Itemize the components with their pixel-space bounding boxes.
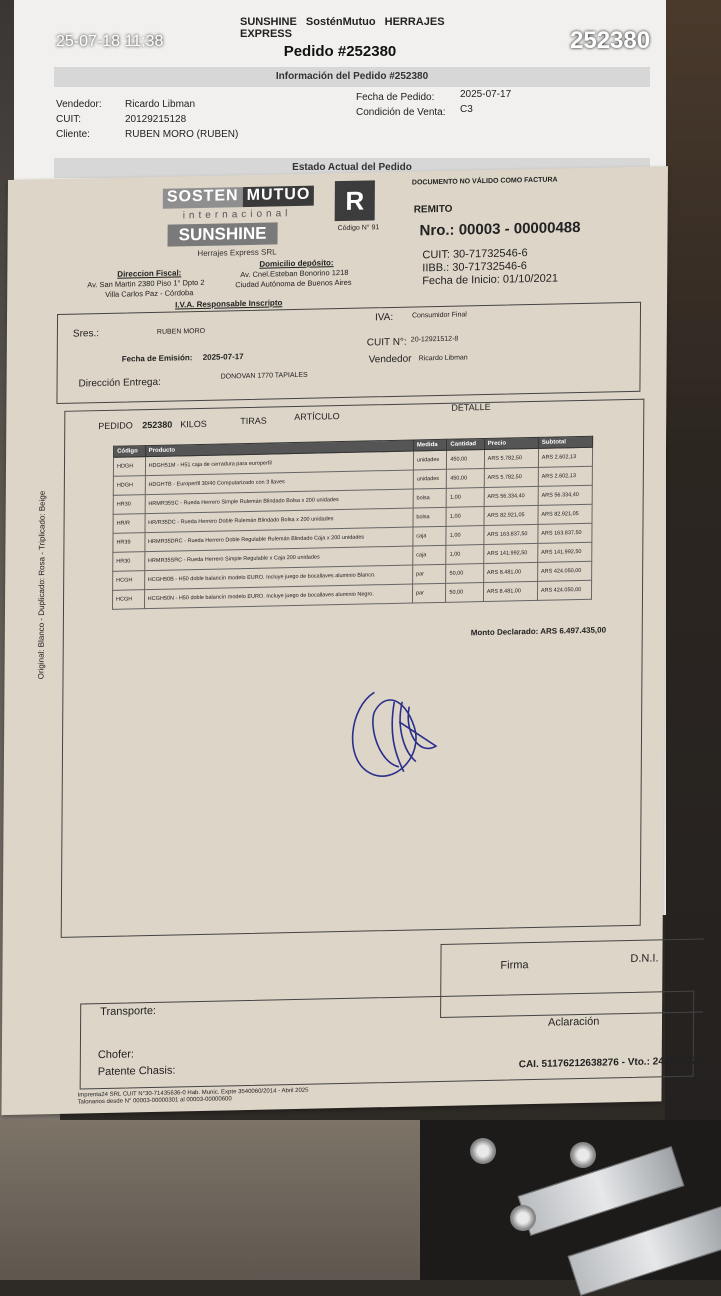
cell-subtotal: ARS 424.050,00 <box>537 580 591 600</box>
cell-precio: ARS 5.782,50 <box>484 448 538 468</box>
company-name: Herrajes Express SRL <box>197 247 277 259</box>
domicilio-line2: Ciudad Autónoma de Buenos Aires <box>235 277 352 290</box>
cell-subtotal: ARS 2.602,13 <box>538 447 592 467</box>
cell-medida: unidades <box>413 450 447 470</box>
cell-producto: HCGH50N - H50 doble balancín modelo EURO. Incluye juego de bocallaves aluminio Negro. <box>144 584 412 609</box>
remito-number: Nro.: 00003 - 00000488 <box>419 219 581 240</box>
vendedor-value: Ricardo Libman <box>125 99 196 110</box>
cell-codigo: HCGH <box>112 590 144 610</box>
cliente-value: RUBEN MORO (RUBEN) <box>125 129 239 140</box>
cell-cantidad: 1,00 <box>446 507 483 527</box>
cell-subtotal: ARS 141.992,50 <box>538 542 592 562</box>
cell-medida: bolsa <box>413 507 447 527</box>
fecha-label: Fecha de Pedido: <box>356 92 435 103</box>
col-medida: Medida <box>413 439 447 451</box>
cell-medida: par <box>412 583 446 603</box>
sres-value: RUBEN MORO <box>156 327 206 336</box>
cai-number: CAI. 51176212638276 - Vto.: 24/04/2026 <box>518 1055 703 1071</box>
cell-producto: HRMR35SRC - Rueda Herrero Simple Regulable x Caja 200 unidades <box>144 546 412 571</box>
logo-sosten-mutuo: SOSTEN MUTUO <box>163 186 315 209</box>
fecha-inicio: Fecha de Inicio: 01/10/2021 <box>422 272 559 288</box>
cell-codigo: HDGH <box>113 457 145 477</box>
cell-producto: HDGH51M - H51 caja de cerradura para europerfil <box>145 451 413 476</box>
vendedor-value: Ricardo Libman <box>418 354 468 363</box>
tiras-header: TIRAS <box>240 415 267 427</box>
cell-medida: caja <box>413 526 447 546</box>
cell-codigo: HR/R <box>113 514 145 534</box>
cell-cantidad: 1,00 <box>446 488 483 508</box>
products-table <box>112 436 593 610</box>
client-box <box>56 302 641 404</box>
cell-producto: HRMR35DRC - Rueda Herrero Doble Regulable Rulemán Blindado Caja x 200 unidades <box>144 527 412 552</box>
logo-sunshine: SUNSHINE <box>168 222 278 246</box>
cell-producto: HRMR35SC - Rueda Herrero Simple Rulemán Blindado Bolsa x 200 unidades <box>145 489 413 514</box>
cell-codigo: HR39 <box>113 533 145 553</box>
cell-medida: caja <box>413 545 447 565</box>
vendedor-label: Vendedor: <box>56 99 102 110</box>
cell-cantidad: 1,00 <box>446 545 483 565</box>
remito-label: REMITO <box>413 203 453 216</box>
cell-subtotal: ARS 56.334,40 <box>538 485 592 505</box>
metal-bracket <box>567 1206 721 1296</box>
iva-responsable: I.V.A. Responsable Inscripto <box>175 298 283 310</box>
company-cuit: CUIT: 30-71732546-6 <box>422 247 528 262</box>
cell-precio: ARS 82.921,05 <box>484 505 538 525</box>
direccion-fiscal-label: Direccion Fiscal: <box>117 268 182 279</box>
condicion-label: Condición de Venta: <box>356 107 446 118</box>
emision-label: Fecha de Emisión: <box>121 353 193 364</box>
domicilio-line1: Av. Cnel.Esteban Bonorino 1218 <box>240 267 349 280</box>
aclaracion-label: Aclaración <box>547 1015 600 1029</box>
screw <box>470 1138 496 1164</box>
cuit-client-label: CUIT N°: <box>366 336 407 349</box>
cell-precio: ARS 5.782,50 <box>484 467 538 487</box>
monto-declarado: Monto Declarado: ARS 6.497.435,00 <box>470 625 607 638</box>
floor <box>0 1120 420 1280</box>
remito-sheet <box>1 166 703 1115</box>
cell-precio: ARS 163.837,50 <box>484 524 538 544</box>
entrega-label: Dirección Entrega: <box>78 376 161 390</box>
entrega-value: DONOVAN 1770 TAPIALES <box>220 371 308 381</box>
cuit-client-value: 20-12921512-8 <box>410 335 459 344</box>
cell-codigo: HR30 <box>113 552 145 572</box>
kilos-header: KILOS <box>180 418 207 430</box>
photo-timestamp: 25-07-18 11:38 <box>56 33 164 50</box>
cell-cantidad: 1,00 <box>446 526 483 546</box>
document-letter: R <box>335 180 375 221</box>
direccion-fiscal-line2: Villa Carlos Paz - Córdoba <box>105 288 194 299</box>
cell-codigo: HCGH <box>113 571 145 591</box>
dni-label: D.N.I. <box>630 952 659 965</box>
document-code: Código N° 91 <box>337 224 380 233</box>
iva-value: Consumidor Final <box>411 311 467 320</box>
direccion-fiscal-line1: Av. San Martin 2380 Piso 1° Dpto 2 <box>87 277 205 290</box>
copy-legend: Original: Blanco - Duplicado: Rosa - Triplicado: Beige <box>36 490 47 680</box>
pedido-value: 252380 <box>142 419 173 431</box>
fecha-value: 2025-07-17 <box>460 89 512 100</box>
cell-producto: HDGHTB - Europerfil 30/40 Computarizado con 3 llaves <box>145 470 413 495</box>
order-title: Pedido #252380 <box>283 43 397 60</box>
signature <box>344 671 455 793</box>
col-codigo: Código <box>114 446 146 458</box>
emision-value: 2025-07-17 <box>202 352 244 362</box>
cuit-label: CUIT: <box>56 114 81 125</box>
logo-internacional: internacional <box>182 208 292 222</box>
pedido-label: PEDIDO <box>98 420 133 432</box>
cell-cantidad: 450,00 <box>447 469 484 489</box>
cuit-value: 20129215128 <box>125 114 187 125</box>
firma-label: Firma <box>500 959 529 972</box>
background-bottom <box>0 1120 721 1280</box>
logo-sunshine: SUNSHINE <box>240 16 297 28</box>
cell-codigo: HDGH <box>113 476 145 496</box>
chofer-label: Chofer: <box>97 1048 134 1062</box>
imprenta-line1: Imprenta24 SRL CUIT N°30-71435636-0 Hab. Munic. Expte 3540060/2014 - Abril 2025 <box>77 1087 309 1099</box>
metal-bracket <box>517 1146 684 1236</box>
cell-subtotal: ARS 424.050,00 <box>537 561 591 581</box>
col-cantidad: Cantidad <box>447 439 484 451</box>
transporte-label: Transporte: <box>100 1004 157 1019</box>
cell-cantidad: 50,00 <box>446 583 483 603</box>
col-subtotal: Subtotal <box>538 436 592 448</box>
cell-codigo: HR30 <box>113 495 145 515</box>
articulo-header: ARTÍCULO <box>294 411 340 423</box>
order-info-bar: Información del Pedido #252380 <box>54 67 650 87</box>
cell-cantidad: 450,00 <box>447 450 484 470</box>
condicion-value: C3 <box>460 104 473 115</box>
cell-precio: ARS 141.992,50 <box>483 543 537 563</box>
cell-precio: ARS 8.481,00 <box>483 562 537 582</box>
cell-precio: ARS 8.481,00 <box>483 581 537 601</box>
col-producto: Producto <box>145 440 413 457</box>
sres-label: Sres.: <box>72 328 100 340</box>
logo-sosten: SosténMutuo <box>305 16 376 28</box>
photo-order-number: 252380 <box>570 27 651 54</box>
not-valid-notice: DOCUMENTO NO VÁLIDO COMO FACTURA <box>411 176 558 187</box>
cell-medida: par <box>412 564 446 584</box>
patente-label: Patente Chasis: <box>97 1064 176 1079</box>
cell-subtotal: ARS 82.921,05 <box>538 504 592 524</box>
cell-precio: ARS 56.334,40 <box>484 486 538 506</box>
cell-cantidad: 50,00 <box>446 564 483 584</box>
iva-label: IVA: <box>374 311 394 324</box>
company-iibb: IIBB.: 30-71732546-6 <box>422 260 527 275</box>
cliente-label: Cliente: <box>56 129 90 140</box>
screw <box>570 1142 596 1168</box>
logo-herrajes: HERRAJES EXPRESS <box>240 16 445 40</box>
brand-logos <box>240 16 480 40</box>
cell-producto: HR/R35DC - Rueda Herrero Doble Rulemán Blindado Bolsa x 200 unidades <box>145 508 413 533</box>
imprenta-line2: Talonarios desde N° 00003-00000301 al 00003-00000600 <box>77 1096 232 1106</box>
cell-subtotal: ARS 163.837,50 <box>538 523 592 543</box>
hardware-tray <box>420 1120 721 1280</box>
detalle-header: DETALLE <box>451 401 491 413</box>
domicilio-label: Domicilio depósito: <box>259 258 334 269</box>
cell-producto: HCGH50B - H50 doble balancín modelo EURO. Incluye juego de bocallaves aluminio Blanco. <box>144 565 412 590</box>
screw <box>510 1205 536 1231</box>
cell-subtotal: ARS 2.602,13 <box>538 466 592 486</box>
cell-medida: bolsa <box>413 488 447 508</box>
vendedor-label: Vendedor <box>368 353 412 366</box>
order-status-bar: Estado Actual del Pedido <box>54 158 650 178</box>
col-precio: Precio <box>484 437 538 449</box>
cell-medida: unidades <box>413 469 447 489</box>
